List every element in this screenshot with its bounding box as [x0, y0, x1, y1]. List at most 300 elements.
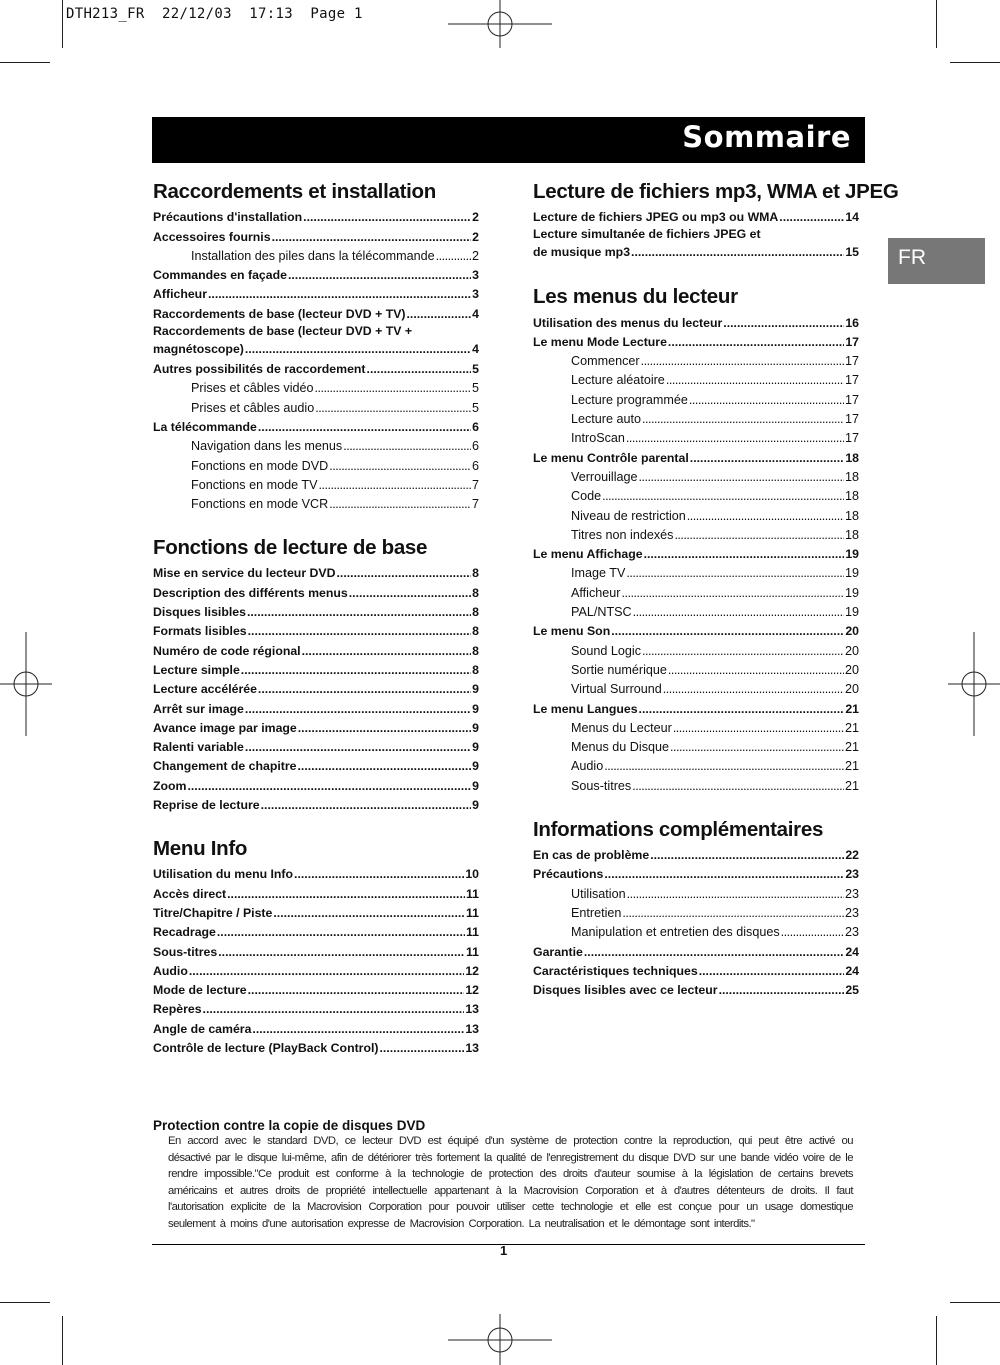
toc-page-number: 12: [465, 983, 479, 998]
section-title: Menu Info: [153, 837, 248, 861]
toc-entry: [533, 844, 859, 863]
section-title: Fonctions de lecture de base: [153, 536, 428, 560]
dot-leader: [699, 964, 845, 979]
toc-page-number: 9: [472, 720, 479, 735]
section-title: Les menus du lecteur: [533, 285, 738, 309]
toc-entry-label: La télécommande: [153, 419, 257, 434]
dot-leader: [631, 243, 844, 261]
toc-entry-label: Menus du Disque: [571, 740, 670, 755]
toc-entry: [533, 979, 859, 998]
toc-entry-label: Reprise de lecture: [153, 798, 260, 813]
section-spacer: [153, 512, 479, 534]
toc-entry-line2: [153, 340, 479, 358]
toc-entry-label: Utilisation: [571, 886, 626, 901]
dot-leader: [248, 624, 472, 639]
toc-entry-label: Accès direct: [153, 886, 227, 901]
toc-subentry: [533, 755, 859, 774]
dot-leader: [639, 470, 844, 485]
toc-entry: [153, 302, 479, 321]
dot-leader: [626, 566, 844, 581]
toc-entry-label: Lecture simple: [153, 662, 240, 677]
toc-subentry: [533, 659, 859, 678]
notice-line: En accord avec le standard DVD, ce lecteur DVD est équipé d'un système de protection contre la reproduction, qui peut être activé ou: [168, 1135, 853, 1147]
dot-leader: [302, 644, 472, 659]
toc-entry-label: Mise en service du lecteur DVD: [153, 566, 336, 581]
toc-page-number: 23: [845, 867, 859, 882]
toc-entry: [533, 225, 859, 261]
dot-leader: [642, 644, 844, 659]
toc-page-number: 19: [844, 585, 859, 600]
toc-entry: [153, 283, 479, 302]
toc-page-number: 25: [845, 983, 859, 998]
registration-mark-top: [448, 0, 552, 52]
toc-section: [533, 816, 859, 998]
section-spacer: [153, 813, 479, 835]
dot-leader: [666, 373, 844, 388]
toc-page-number: 5: [472, 362, 479, 377]
dot-leader: [604, 759, 844, 774]
dot-leader: [380, 1041, 465, 1056]
toc-subentry: [533, 882, 859, 901]
toc-entry: [153, 774, 479, 793]
toc-page-number: 9: [472, 778, 479, 793]
dot-leader: [187, 779, 471, 794]
toc-page-number: 22: [845, 848, 859, 863]
dot-leader: [602, 489, 844, 504]
dot-leader: [670, 740, 844, 755]
toc-entry-label: Avance image par image: [153, 720, 297, 735]
dot-leader: [329, 459, 471, 474]
toc-entry-label: Le menu Affichage: [533, 547, 643, 562]
toc-entry: [153, 998, 479, 1017]
dot-leader: [343, 439, 471, 454]
toc-page-number: 8: [472, 662, 479, 677]
toc-entry-label: Numéro de code régional: [153, 643, 301, 658]
toc-entry: [153, 601, 479, 620]
toc-entry: [533, 940, 859, 959]
toc-entry-label: Code: [571, 489, 602, 504]
language-tab-label: FR: [898, 246, 926, 269]
toc-page-number: 17: [845, 334, 859, 349]
toc-section: [533, 283, 859, 793]
registration-mark-bottom: [448, 1314, 552, 1365]
toc-subentry: [533, 350, 859, 369]
toc-page-number: 16: [845, 315, 859, 330]
footer-rule: [152, 1244, 865, 1245]
dot-leader: [642, 412, 844, 427]
toc-entry: [153, 717, 479, 736]
dot-leader: [245, 702, 471, 717]
toc-page-number: 21: [845, 701, 859, 716]
toc-page-number: 4: [472, 306, 479, 321]
toc-entry-label-cont: magnétoscope): [153, 341, 244, 356]
dot-leader: [779, 210, 844, 225]
toc-entry-label: Garantie: [533, 944, 583, 959]
toc-entry-label: Le menu Son: [533, 624, 611, 639]
toc-page-number: 3: [472, 287, 479, 302]
dot-leader: [273, 906, 465, 921]
toc-entry: [533, 206, 859, 225]
toc-entry: [153, 659, 479, 678]
dot-leader: [668, 335, 844, 350]
toc-subentry: [533, 639, 859, 658]
dot-leader: [633, 605, 844, 620]
toc-entry: [153, 562, 479, 581]
toc-entry-label: Le menu Contrôle parental: [533, 450, 689, 465]
dot-leader: [318, 478, 471, 493]
toc-page-number: 17: [844, 392, 859, 407]
toc-entry-label: Entretien: [571, 905, 622, 920]
toc-entry-label: Lecture auto: [571, 412, 642, 427]
toc-entry-label: Repères: [153, 1002, 202, 1017]
toc-entry: [533, 863, 859, 882]
dot-leader: [407, 307, 472, 322]
toc-entry: [153, 755, 479, 774]
toc-entry-label: Le menu Mode Lecture: [533, 334, 667, 349]
toc-entry: [533, 446, 859, 465]
dot-leader: [315, 401, 471, 416]
toc-page-number: 19: [844, 566, 859, 581]
dot-leader: [668, 663, 844, 678]
dot-leader: [632, 779, 844, 794]
toc-page-number: 2: [472, 210, 479, 225]
toc-entry: [153, 960, 479, 979]
toc-entry-label: Description des différents menus: [153, 585, 348, 600]
dot-leader: [208, 287, 471, 302]
toc-page-number: 20: [844, 662, 859, 677]
toc-page-number: 24: [845, 963, 859, 978]
toc-entry-label: Ralenti variable: [153, 740, 244, 755]
dot-leader: [611, 624, 844, 639]
toc-subentry: [533, 369, 859, 388]
toc-entry-label: Disques lisibles avec ce lecteur: [533, 983, 718, 998]
toc-page-number: 11: [466, 886, 479, 901]
toc-entry: [153, 581, 479, 600]
toc-entry-label: Sortie numérique: [571, 662, 667, 677]
dot-leader: [621, 586, 844, 601]
toc-entry-label: Titre/Chapitre / Piste: [153, 905, 273, 920]
toc-page-number: 6: [471, 439, 479, 454]
dot-leader: [723, 316, 844, 331]
dot-leader: [315, 381, 471, 396]
toc-entry-label: Recadrage: [153, 925, 216, 940]
toc-page-number: 21: [844, 778, 859, 793]
toc-entry-label: Arrêt sur image: [153, 701, 244, 716]
dot-leader: [639, 702, 845, 717]
toc-page-number: 8: [472, 605, 479, 620]
toc-entry-label: Changement de chapitre: [153, 759, 297, 774]
toc-entry-label: Commencer: [571, 354, 640, 369]
toc-entry-label: En cas de problème: [533, 848, 650, 863]
dot-leader: [687, 509, 844, 524]
toc-subentry: [533, 427, 859, 446]
toc-subentry: [153, 377, 479, 396]
toc-page-number: 3: [472, 268, 479, 283]
page-number: 1: [500, 1243, 508, 1258]
toc-subentry: [533, 524, 859, 543]
toc-page-number: 9: [472, 798, 479, 813]
dot-leader: [272, 230, 472, 245]
toc-entry-label: Angle de caméra: [153, 1021, 252, 1036]
dot-leader: [189, 964, 464, 979]
toc-entry-label: Fonctions en mode DVD: [191, 458, 329, 473]
notice-line: droits. Il faut l'autorisation explicite de la Macrovision Corporation pour pouvoir utiliser cette technologie et elle est conçue pour un usage: [168, 1184, 853, 1214]
toc-page-number: 17: [844, 373, 859, 388]
toc-entry-label: Afficheur: [571, 585, 621, 600]
toc-page-number: 23: [844, 905, 859, 920]
toc-entry-label: Autres possibilités de raccordement: [153, 362, 366, 377]
toc-entry-label: Audio: [571, 759, 604, 774]
toc-page-number: 17: [844, 412, 859, 427]
toc-entry-label: Lecture simultanée de fichiers JPEG et: [533, 227, 761, 242]
toc-section: [153, 835, 479, 1056]
toc-subentry: [533, 678, 859, 697]
toc-page-number: 2: [471, 248, 479, 263]
toc-page-number: 15: [845, 245, 859, 260]
notice-title: Protection contre la copie de disques DVD: [153, 1118, 426, 1133]
notice-line: voire de le rendre impossible."Ce produit est conforme à la technologie de protection des droits d'auteur soumise à la législation de: [168, 1151, 853, 1181]
toc-entry-label: Image TV: [571, 566, 626, 581]
notice-line: domestique seulement à moins d'une autorisation expresse de Macrovision Corporation. La neutralisation et le démontage sont interdits.": [168, 1201, 853, 1230]
dot-leader: [689, 393, 844, 408]
language-tab: [888, 238, 985, 284]
dot-leader: [248, 983, 465, 998]
toc-subentry: [153, 245, 479, 264]
toc-subentry: [533, 717, 859, 736]
toc-page-number: 7: [471, 497, 479, 512]
toc-page-number: 18: [844, 469, 859, 484]
dot-leader: [227, 887, 465, 902]
toc-entry-label: Lecture aléatoire: [571, 373, 665, 388]
toc-subentry: [533, 562, 859, 581]
toc-entry-label: Sous-titres: [571, 778, 632, 793]
toc-section: [533, 178, 899, 261]
toc-page-number: 11: [466, 925, 479, 940]
dot-leader: [690, 451, 845, 466]
toc-subentry: [533, 581, 859, 600]
toc-page-number: 2: [472, 229, 479, 244]
toc-entry-label: Le menu Langues: [533, 701, 638, 716]
dot-leader: [673, 721, 844, 736]
toc-page-number: 18: [845, 450, 859, 465]
toc-entry: [153, 940, 479, 959]
dot-leader: [245, 340, 471, 358]
toc-subentry: [533, 921, 859, 940]
toc-entry: [533, 331, 859, 350]
toc-entry: [153, 882, 479, 901]
toc-entry: [153, 921, 479, 940]
toc-entry-label: Utilisation du menu Info: [153, 867, 294, 882]
toc-entry-label: Commandes en façade: [153, 268, 287, 283]
dot-leader: [622, 906, 844, 921]
toc-page-number: 8: [472, 566, 479, 581]
toc-entry-label: PAL/NTSC: [571, 605, 632, 620]
toc-subentry: [153, 454, 479, 473]
dot-leader: [336, 566, 471, 581]
toc-entry-label: Titres non indexés: [571, 527, 674, 542]
dot-leader: [644, 547, 845, 562]
toc-page-number: 9: [472, 740, 479, 755]
section-title: Lecture de fichiers mp3, WMA et JPEG: [533, 180, 899, 203]
toc-entry-label-cont: de musique mp3: [533, 245, 631, 260]
dot-leader: [258, 420, 471, 435]
dot-leader: [584, 945, 844, 960]
page-title: Sommaire: [682, 120, 851, 154]
toc-subentry: [533, 504, 859, 523]
dot-leader: [329, 497, 471, 512]
toc-subentry: [533, 774, 859, 793]
toc-entry: [153, 639, 479, 658]
toc-entry: [153, 1017, 479, 1036]
section-title: Raccordements et installation: [153, 180, 436, 203]
notice-body: [168, 1133, 853, 1233]
toc-right-column: [533, 178, 899, 998]
dot-leader: [252, 1022, 464, 1037]
dot-leader: [303, 210, 471, 225]
toc-page-number: 9: [472, 759, 479, 774]
toc-entry: [153, 206, 479, 225]
print-slug: DTH213_FR 22/12/03 17:13 Page 1: [66, 6, 363, 22]
toc-subentry: [153, 435, 479, 454]
toc-left-column: [153, 178, 479, 1056]
toc-page-number: 8: [472, 643, 479, 658]
toc-entry-label: Raccordements de base (lecteur DVD + TV): [153, 306, 406, 321]
dot-leader: [247, 605, 471, 620]
toc-entry-label: Virtual Surround: [571, 682, 662, 697]
toc-page-number: 4: [472, 341, 479, 356]
section-spacer: [533, 794, 859, 816]
toc-entry-label: Zoom: [153, 778, 187, 793]
toc-page-number: 18: [844, 508, 859, 523]
toc-entry-label: Mode de lecture: [153, 983, 247, 998]
toc-entry-label: Utilisation des menus du lecteur: [533, 315, 723, 330]
dot-leader: [604, 867, 844, 882]
toc-entry: [153, 678, 479, 697]
registration-mark-left: [0, 632, 52, 736]
toc-entry: [153, 264, 479, 283]
dot-leader: [288, 268, 471, 283]
toc-subentry: [533, 485, 859, 504]
toc-page-number: 6: [472, 419, 479, 434]
dot-leader: [245, 740, 471, 755]
toc-page-number: 21: [844, 720, 859, 735]
toc-entry-label: Menus du Lecteur: [571, 720, 672, 735]
toc-entry-label: Disques lisibles: [153, 605, 246, 620]
section-spacer: [533, 261, 859, 283]
toc-entry-label: Verrouillage: [571, 469, 638, 484]
toc-page-number: 8: [472, 585, 479, 600]
dot-leader: [626, 431, 844, 446]
toc-entry-label: Précautions: [533, 867, 604, 882]
toc-entry-label: Navigation dans les menus: [191, 439, 343, 454]
toc-entry-label: Niveau de restriction: [571, 508, 686, 523]
dot-leader: [641, 354, 844, 369]
toc-entry: [153, 620, 479, 639]
toc-entry-label: Afficheur: [153, 287, 207, 302]
dot-leader: [218, 945, 465, 960]
toc-subentry: [153, 474, 479, 493]
toc-entry-label: IntroScan: [571, 431, 625, 446]
toc-page-number: 7: [471, 477, 479, 492]
toc-subentry: [533, 601, 859, 620]
toc-entry-label: Manipulation et entretien des disques: [571, 925, 780, 940]
notice-line: certains brevets américains et autres droits de propriété intellectuelle appartenant à la Macrovision Corporation et à d'autres détenteurs de: [168, 1168, 853, 1197]
toc-entry: [153, 979, 479, 998]
toc-page-number: 21: [844, 740, 859, 755]
toc-entry-label: Lecture de fichiers JPEG ou mp3 ou WMA: [533, 210, 779, 225]
dot-leader: [781, 925, 844, 940]
toc-entry: [153, 736, 479, 755]
toc-section: [153, 534, 479, 813]
toc-entry: [153, 322, 479, 358]
toc-entry-label: Contrôle de lecture (PlayBack Control): [153, 1040, 379, 1055]
toc-page-number: 23: [844, 886, 859, 901]
toc-entry-label: Prises et câbles audio: [191, 400, 315, 415]
toc-entry-line2: [533, 243, 859, 261]
toc-subentry: [533, 736, 859, 755]
dot-leader: [436, 249, 471, 264]
dot-leader: [367, 362, 472, 377]
toc-page-number: 17: [844, 354, 859, 369]
dot-leader: [261, 798, 472, 813]
toc-page-number: 13: [465, 1021, 479, 1036]
toc-entry: [533, 697, 859, 716]
toc-entry-label: Audio: [153, 963, 188, 978]
toc-subentry: [533, 902, 859, 921]
toc-entry: [533, 543, 859, 562]
toc-page-number: 5: [471, 400, 479, 415]
toc-page-number: 21: [844, 759, 859, 774]
toc-entry-label: Lecture accélérée: [153, 682, 257, 697]
toc-entry: [153, 1037, 479, 1056]
toc-page-number: 5: [471, 381, 479, 396]
toc-page-number: 9: [472, 682, 479, 697]
toc-subentry: [533, 466, 859, 485]
toc-entry-label: Lecture programmée: [571, 392, 688, 407]
toc-page-number: 8: [472, 624, 479, 639]
toc-page-number: 18: [844, 489, 859, 504]
toc-page-number: 9: [472, 701, 479, 716]
toc-entry-label: Fonctions en mode TV: [191, 477, 318, 492]
dot-leader: [294, 867, 464, 882]
toc-page-number: 24: [845, 944, 859, 959]
toc-entry: [153, 863, 479, 882]
toc-page-number: 23: [844, 925, 859, 940]
toc-page-number: 20: [845, 624, 859, 639]
toc-entry-label: Installation des piles dans la télécommande: [191, 248, 435, 263]
toc-entry-label: Fonctions en mode VCR: [191, 497, 329, 512]
title-bar: [152, 117, 865, 163]
toc-page-number: 12: [465, 963, 479, 978]
toc-page-number: 17: [844, 431, 859, 446]
toc-subentry: [153, 493, 479, 512]
toc-entry: [153, 697, 479, 716]
toc-entry: [153, 416, 479, 435]
toc-entry: [533, 311, 859, 330]
dot-leader: [217, 925, 465, 940]
toc-subentry: [153, 396, 479, 415]
toc-entry-label: Raccordements de base (lecteur DVD + TV +: [153, 323, 413, 338]
toc-page-number: 6: [471, 458, 479, 473]
copy-protection-notice: [153, 1118, 853, 1233]
toc-entry: [153, 358, 479, 377]
toc-entry-label: Prises et câbles vidéo: [191, 381, 314, 396]
toc-entry: [533, 960, 859, 979]
dot-leader: [627, 887, 844, 902]
toc-entry-label: Précautions d'installation: [153, 210, 303, 225]
toc-section: [153, 178, 479, 512]
dot-leader: [241, 663, 471, 678]
